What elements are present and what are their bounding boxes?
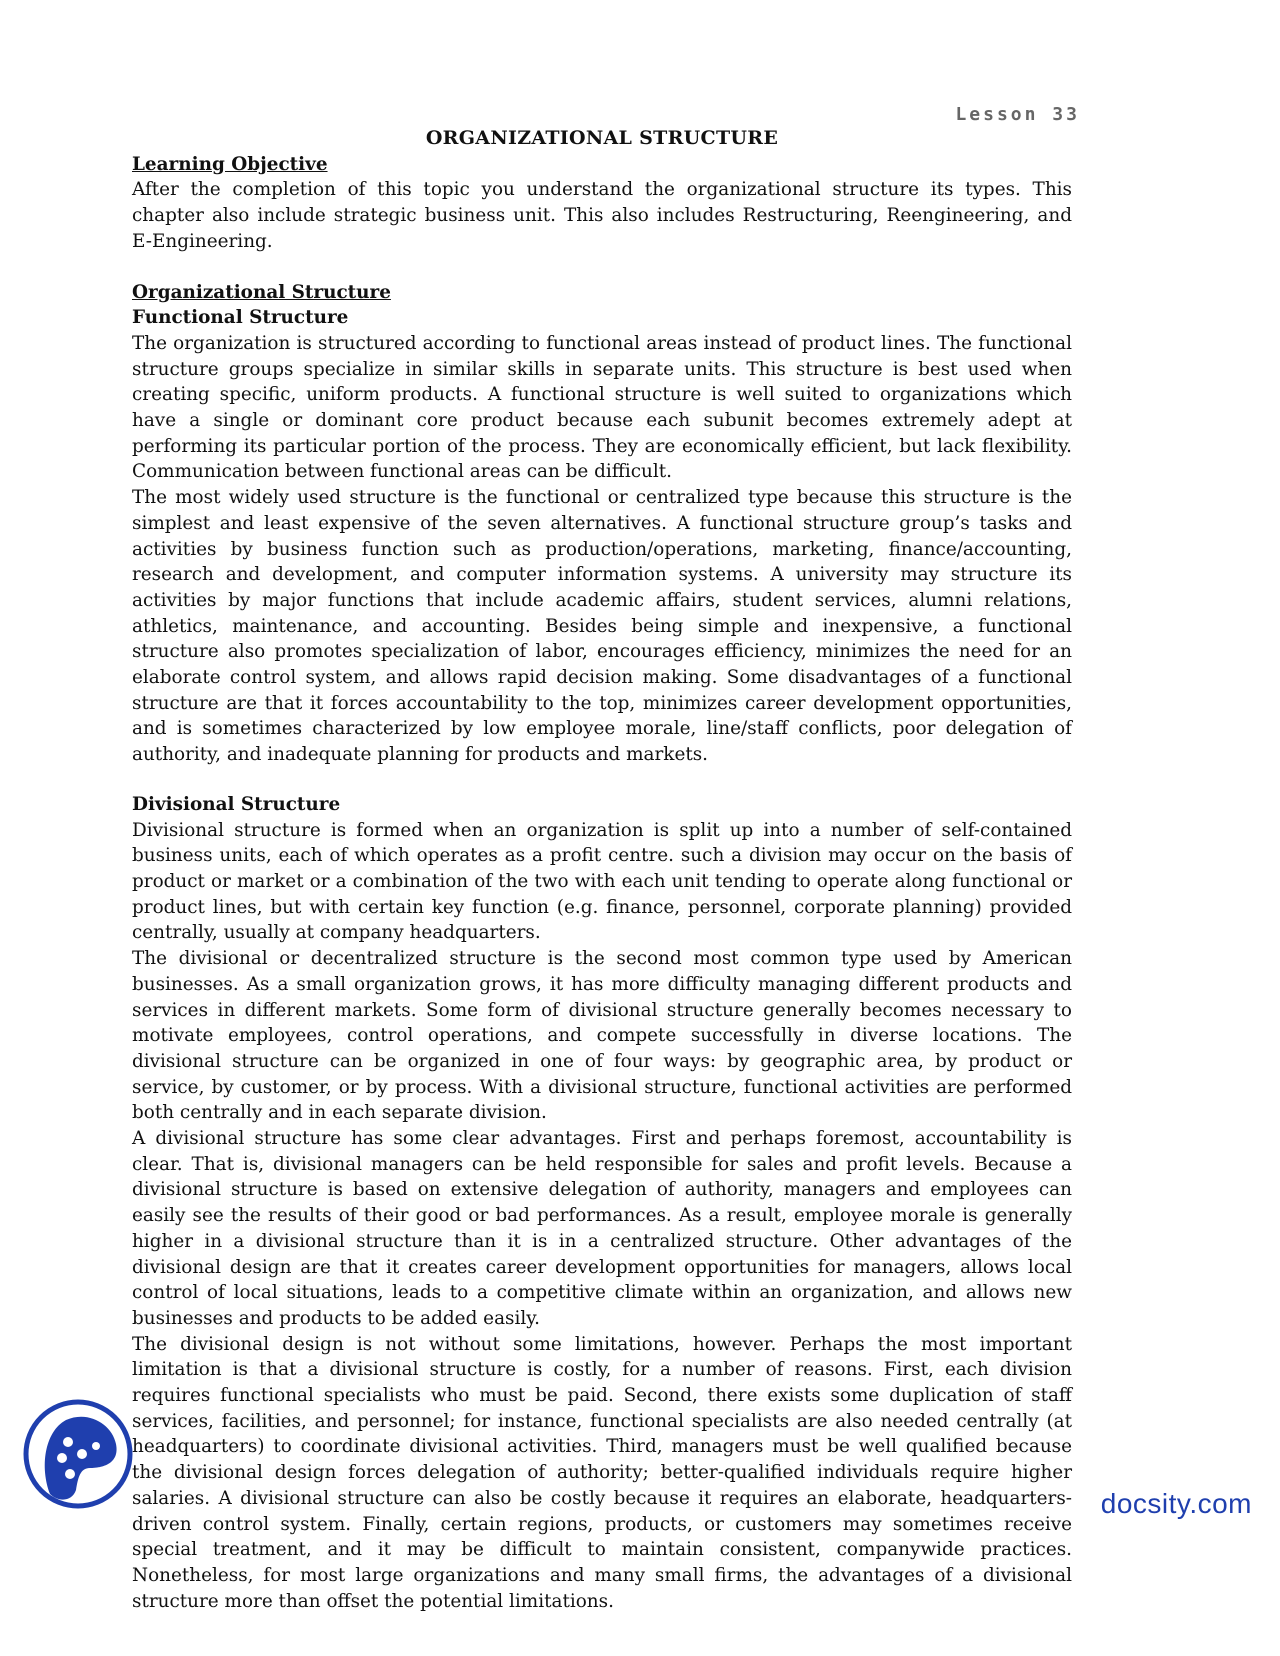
divisional-paragraph-3: A divisional structure has some clear advantages. First and perhaps foremost, accountability is clear. That is, divisional managers can be held responsible for sales and profit levels. Because a divisional structure is based on extensive delegation of authority, managers and employees can easily see the results of their good or bad performances. As a result, employee morale is generally higher in a divisional structure than it is in a centralized structure. Other advantages of the divisional design are that it creates career development opportunities for managers, allows local control of local situations, leads to a competitive climate within an organization, and allows new businesses and products to be added easily. [132, 1128, 1072, 1329]
docsity-logo-icon[interactable] [22, 1398, 134, 1510]
functional-paragraph-1: The organization is structured according to functional areas instead of product lines. The functional structure groups specialize in similar skills in separate units. This structure is best used when creating specific, uniform products. A functional structure is well suited to organizations which have a single or dominant core product because each subunit becomes extremely adept at performing its particular portion of the process. They are economically efficient, but lack flexibility. Communication between functional areas can be difficult. [132, 332, 1072, 483]
learning-objective-text: After the completion of this topic you understand the organizational structure its types. This chapter also include strategic business unit. This also includes Restructuring, Reengineering, and E-Engineering. [132, 179, 1072, 252]
docsity-brand-link[interactable]: docsity.com [1100, 1488, 1252, 1519]
page-title: ORGANIZATIONAL STRUCTURE [425, 127, 779, 149]
functional-paragraph-2: The most widely used structure is the functional or centralized type because this structure is the simplest and least expensive of the seven alternatives. A functional structure group’s tasks and activities by business function such as production/operations, marketing, finance/accounting, research and development, and computer information systems. A university may structure its activities by major functions that include academic affairs, student services, alumni relations, athletics, maintenance, and accounting. Besides being simple and inexpensive, a functional structure also promotes specialization of labor, encourages efficiency, minimizes the need for an elaborate control system, and allows rapid decision making. Some disadvantages of a functional structure are that it forces accountability to the top, minimizes career development opportunities, and is sometimes characterized by low employee morale, line/staff conflicts, poor delegation of authority, and inadequate planning for products and markets. [132, 487, 1072, 766]
divisional-paragraph-2: The divisional or decentralized structure is the second most common type used by American businesses. As a small organization grows, it has more difficulty managing different products and services in different markets. Some form of divisional structure generally becomes necessary to motivate employees, control operations, and compete successfully in diverse locations. The divisional structure can be organized in one of four ways: by geographic area, by product or service, by customer, or by process. With a divisional structure, functional activities are performed both centrally and in each separate division. [132, 948, 1072, 1124]
learning-objective-heading: Learning Objective [132, 153, 328, 175]
divisional-structure-heading: Divisional Structure [132, 793, 341, 815]
divisional-paragraph-4: The divisional design is not without some limitations, however. Perhaps the most important limitation is that a divisional structure is costly, for a number of reasons. First, each division requires functional specialists who must be paid. Second, there exists some duplication of staff services, facilities, and personnel; for instance, functional specialists are also needed centrally (at headquarters) to coordinate divisional activities. Third, managers must be well qualified because the divisional design forces delegation of authority; better-qualified individuals require higher salaries. A divisional structure can also be costly because it requires an elaborate, headquarters-driven control system. Finally, certain regions, products, or customers may sometimes receive special treatment, and it may be difficult to maintain consistent, companywide practices. Nonetheless, for most large organizations and many small firms, the advantages of a divisional structure more than offset the potential limitations. [132, 1333, 1072, 1612]
divisional-paragraph-1: Divisional structure is formed when an organization is split up into a number of self-contained business units, each of which operates as a profit centre. such a division may occur on the basis of product or market or a combination of the two with each unit tending to operate along functional or product lines, but with certain key function (e.g. finance, personnel, corporate planning) provided centrally, usually at company headquarters. [132, 819, 1072, 944]
document-content [132, 124, 1072, 1614]
functional-structure-heading: Functional Structure [132, 307, 349, 329]
lesson-label: Lesson 33 [955, 104, 1080, 125]
organizational-structure-heading: Organizational Structure [132, 281, 391, 303]
